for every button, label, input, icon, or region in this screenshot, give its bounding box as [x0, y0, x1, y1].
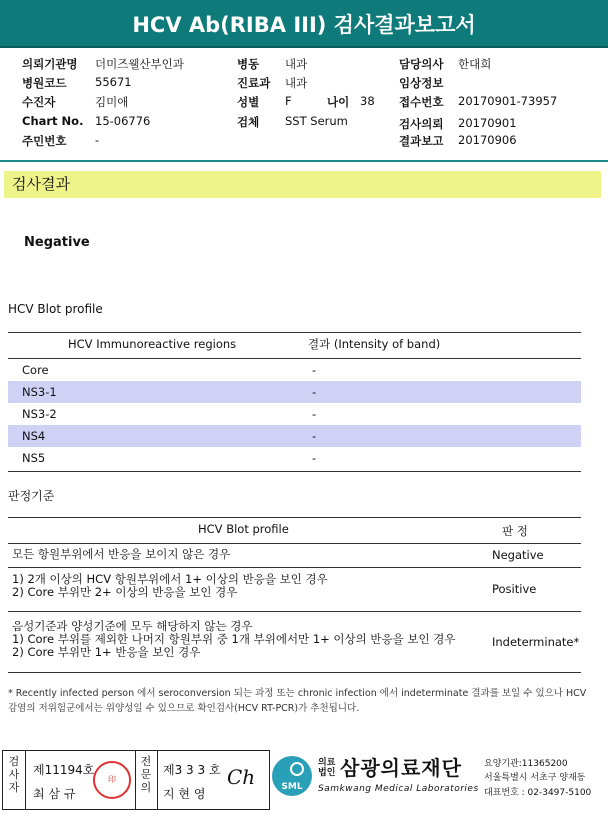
table-row	[8, 381, 581, 403]
table-row	[8, 568, 581, 610]
specialist-label: 전문의	[140, 755, 152, 794]
specialist-name: 지 현 영	[163, 787, 206, 801]
info-value-request-date: 20170901	[458, 116, 517, 130]
info-value-department: 내과	[285, 76, 308, 90]
lab-logo	[272, 752, 602, 808]
criteria-text: 음성기준과 양성기준에 모두 해당하지 않는 경우 1) Core 부위를 제외한 나머지 항원부위 중 1개 부위에서만 1+ 이상의 반응을 보인 경우 2) Core 부위만 1+ 반응을 보인 경우	[12, 619, 456, 659]
criteria-result: Indeterminate*	[492, 635, 580, 649]
org-name: 삼광의료재단	[340, 756, 462, 780]
info-label-request-date: 검사의뢰	[399, 117, 444, 131]
info-label-department: 진료과	[237, 76, 271, 90]
org-english-name: Samkwang Medical Laboratories	[318, 784, 479, 794]
criteria-col-profile: HCV Blot profile	[198, 522, 289, 536]
divider	[157, 751, 158, 809]
info-label-clinical-info: 임상정보	[399, 76, 444, 90]
info-label-specimen: 검체	[237, 115, 260, 129]
sml-logo-icon: SML	[272, 756, 312, 796]
result-heading: 검사결과	[4, 171, 601, 198]
blot-result: -	[312, 451, 317, 465]
blot-result: -	[312, 363, 317, 377]
divider	[135, 751, 136, 809]
blot-result: -	[312, 407, 317, 421]
info-value-institution: 더미즈웰산부인과	[95, 57, 184, 71]
info-value-ward: 내과	[285, 57, 308, 71]
footnote: * Recently infected person 에서 seroconversion 되는 과정 또는 chronic infection 에서 indeterminate 결과를 보일 수 있으나 HCV 감염의 저위험군에서는 위양성일 수 있으므로 확인검사(HCV RT-PCR)가 추천됩니다.	[8, 688, 587, 714]
blot-col-region: HCV Immunoreactive regions	[68, 337, 237, 351]
seal-icon: 印	[93, 761, 131, 799]
blot-region: NS3-1	[22, 385, 57, 399]
info-value-patient: 김미애	[95, 95, 129, 109]
info-value-resident-no: -	[95, 133, 100, 147]
info-label-patient: 수진자	[22, 95, 56, 109]
divider	[25, 751, 26, 809]
info-label-receipt-no: 접수번호	[399, 95, 444, 109]
overall-result: Negative	[24, 235, 90, 250]
info-label-resident-no: 주민번호	[22, 134, 67, 148]
info-value-receipt-no: 20170901-73957	[458, 94, 558, 108]
criteria-heading: 판정기준	[8, 489, 55, 503]
info-label-hospital-code: 병원코드	[22, 76, 67, 90]
org-corp: 의료법인	[318, 758, 336, 778]
criteria-text: 모든 항원부위에서 반응을 보이지 않은 경우	[12, 547, 231, 561]
inspector-name: 최 삼 규	[33, 787, 76, 801]
info-label-report-date: 결과보고	[399, 134, 444, 148]
blot-header-row	[8, 333, 581, 357]
inspector-label: 검사자	[8, 755, 20, 794]
criteria-result: Positive	[492, 582, 537, 596]
criteria-text: 1) 2개 이상의 HCV 항원부위에서 1+ 이상의 반응을 보인 경우 2) Core 부위만 2+ 이상의 반응을 보인 경우	[12, 572, 328, 599]
blot-result: -	[312, 385, 317, 399]
info-label-ward: 병동	[237, 57, 260, 71]
info-value-chart-no: 15-06776	[95, 114, 151, 128]
table-row	[8, 544, 581, 566]
table-row	[8, 447, 581, 469]
info-value-specimen: SST Serum	[285, 114, 348, 128]
report-title: HCV Ab(RIBA III) 검사결과보고서	[0, 0, 608, 48]
table-row	[8, 359, 581, 381]
table-row	[8, 403, 581, 425]
info-value-hospital-code: 55671	[95, 75, 132, 89]
table-rule	[8, 471, 581, 472]
criteria-col-judgement: 판 정	[502, 524, 528, 538]
criteria-result: Negative	[492, 548, 544, 562]
table-row	[8, 425, 581, 447]
org-phone: 대표번호 : 02-3497-5100	[484, 788, 592, 798]
info-value-sex: F	[285, 94, 292, 108]
blot-profile-heading: HCV Blot profile	[8, 302, 103, 316]
blot-region: Core	[22, 363, 49, 377]
blot-col-result: 결과 (Intensity of band)	[308, 337, 441, 351]
info-label-sex: 성별	[237, 95, 260, 109]
info-label-institution: 의뢰기관명	[22, 57, 78, 71]
blot-region: NS4	[22, 429, 46, 443]
org-address: 서울특별시 서초구 양재동	[484, 773, 586, 783]
signature-box	[2, 750, 270, 810]
table-row	[8, 612, 581, 672]
blot-region: NS3-2	[22, 407, 57, 421]
divider	[0, 160, 608, 162]
specialist-license-no: 제3 3 3 호	[163, 763, 221, 777]
inspector-license-no: 제11194호	[33, 763, 95, 777]
table-rule	[8, 672, 581, 673]
org-code: 요양기관:11365200	[484, 759, 568, 769]
criteria-header-row	[8, 518, 581, 542]
info-label-chart-no: Chart No.	[22, 114, 84, 128]
info-value-doctor: 한대희	[458, 57, 492, 71]
signature-mark: Ch	[227, 765, 256, 789]
info-label-age: 나이	[327, 95, 350, 109]
info-value-report-date: 20170906	[458, 133, 517, 147]
patient-info	[0, 52, 608, 160]
blot-region: NS5	[22, 451, 46, 465]
footer	[0, 748, 608, 815]
info-value-age: 38	[360, 94, 375, 108]
blot-result: -	[312, 429, 317, 443]
info-label-doctor: 담당의사	[399, 57, 444, 71]
